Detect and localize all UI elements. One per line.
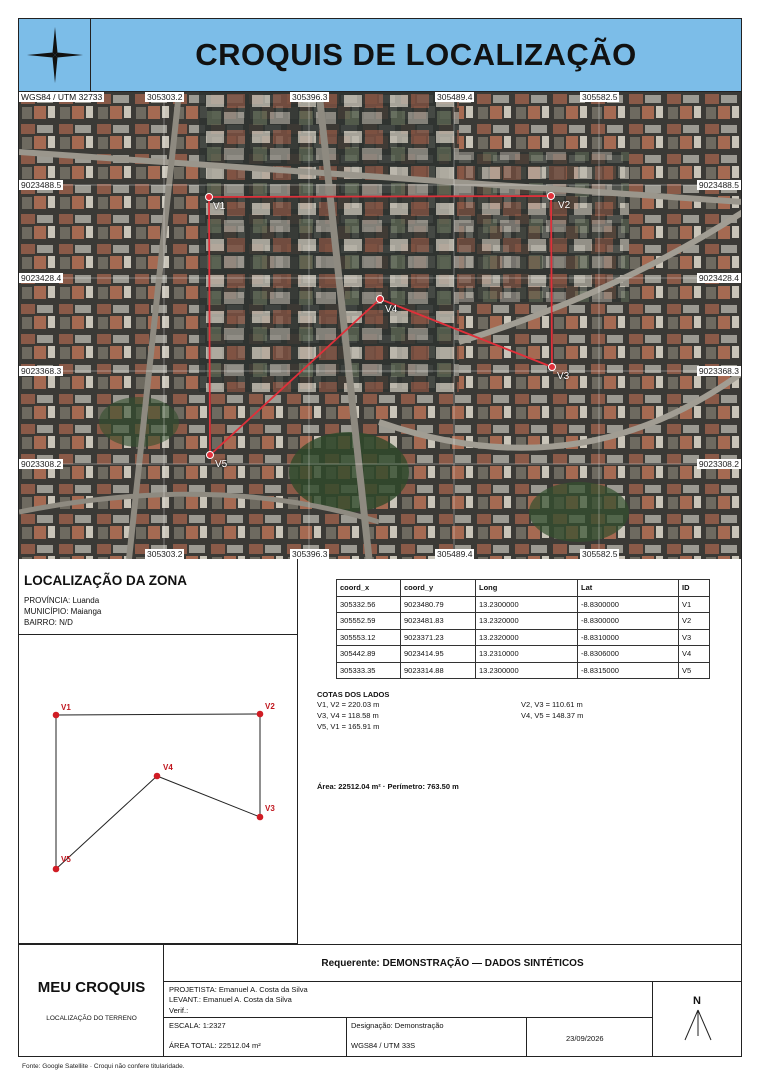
page-title: CROQUIS DE LOCALIZAÇÃO: [195, 37, 637, 72]
map-crs-label: WGS84 / UTM 32733: [21, 92, 103, 102]
cota-item: V1, V2 = 220.03 m: [317, 700, 380, 709]
coords-panel: [298, 559, 742, 944]
y-tick-right: 9023488.5: [698, 180, 739, 190]
cell: 305553.12: [337, 629, 401, 646]
satellite-map[interactable]: [18, 92, 742, 559]
date-text: 23/09/2026: [566, 1034, 604, 1043]
y-tick-right: 9023428.4: [698, 273, 739, 283]
x-tick-top: 305489.4: [437, 92, 473, 102]
zone-info: [24, 595, 101, 628]
col-header: Long: [476, 580, 578, 597]
cell: 305442.89: [337, 646, 401, 663]
map-label-v3: V3: [557, 371, 570, 382]
cell: -8.8300000: [578, 596, 679, 613]
projetista-text: PROJETISTA: Emanuel A. Costa da Silva: [169, 985, 308, 994]
x-tick-top: 305582.5: [582, 92, 618, 102]
brand-block: [19, 945, 164, 1056]
compass-star-icon: [19, 19, 91, 91]
cell: 9023414.95: [401, 646, 476, 663]
cell: 9023314.88: [401, 662, 476, 679]
bairro-text: BAIRRO: N/D: [24, 618, 73, 627]
sketch-label-v4: V4: [163, 763, 173, 772]
cell: 13.2320000: [476, 613, 578, 630]
sketch-label-v2: V2: [265, 702, 275, 711]
cell: 9023371.23: [401, 629, 476, 646]
cell: V4: [679, 646, 710, 663]
y-tick-left: 9023308.2: [21, 459, 62, 469]
x-tick-top: 305396.3: [292, 92, 328, 102]
cell: 13.2300000: [476, 662, 578, 679]
y-tick-right: 9023308.2: [698, 459, 739, 469]
zone-panel: [18, 559, 298, 944]
x-tick-top: 305303.2: [147, 92, 183, 102]
cota-item: V5, V1 = 165.91 m: [317, 722, 380, 731]
municipio-text: MUNICÍPIO: Maianga: [24, 607, 102, 616]
map-label-v2: V2: [558, 200, 571, 211]
source-note: Fonte: Google Satellite · Croqui não confere titularidade.: [22, 1063, 185, 1070]
north-arrow-icon: [681, 1008, 715, 1042]
map-label-v5: V5: [215, 459, 228, 470]
satellite-basemap: [19, 92, 742, 559]
map-vertex-v3: [549, 364, 556, 371]
cell: 13.2310000: [476, 646, 578, 663]
y-tick-left: 9023488.5: [21, 180, 62, 190]
zone-title: LOCALIZAÇÃO DA ZONA: [24, 573, 187, 588]
cell: 305552.59: [337, 613, 401, 630]
map-label-v1: V1: [213, 201, 226, 212]
cota-item: V2, V3 = 110.61 m: [521, 700, 583, 709]
cell: -8.8315000: [578, 662, 679, 679]
table-row: [337, 629, 710, 646]
cota-item: V3, V4 = 118.58 m: [317, 711, 379, 720]
header: [18, 18, 742, 92]
sketch-vertex-v2: [257, 711, 264, 718]
x-tick-bottom: 305489.4: [437, 549, 473, 559]
col-header: Lat: [578, 580, 679, 597]
requerente-text: Requerente: DEMONSTRAÇÃO — DADOS SINTÉTICOS: [164, 945, 741, 982]
map-vertex-v4: [377, 296, 384, 303]
sketch-vertex-v5: [53, 866, 60, 873]
sketch-vertex-v3: [257, 814, 264, 821]
coords-table: [336, 579, 710, 679]
escala-text: ESCALA: 1:2327: [169, 1021, 226, 1030]
col-header: coord_y: [401, 580, 476, 597]
footer-divider: [652, 982, 653, 1056]
footer-divider: [164, 1017, 652, 1018]
map-vertex-v2: [548, 193, 555, 200]
col-header: ID: [679, 580, 710, 597]
sketch-label-v3: V3: [265, 804, 275, 813]
compass-cell: [19, 19, 91, 91]
designacao-text: Designação: Demonstração: [351, 1021, 444, 1030]
area-perimetro: Área: 22512.04 m² · Perímetro: 763.50 m: [317, 782, 459, 791]
footer-divider: [526, 1017, 527, 1056]
x-tick-bottom: 305303.2: [147, 549, 183, 559]
cell: V2: [679, 613, 710, 630]
x-tick-bottom: 305582.5: [582, 549, 618, 559]
y-tick-left: 9023428.4: [21, 273, 62, 283]
map-label-v4: V4: [385, 304, 398, 315]
north-label: N: [693, 995, 701, 1007]
cell: -8.8310000: [578, 629, 679, 646]
verif-text: Verif.:: [169, 1006, 189, 1015]
table-row: [337, 613, 710, 630]
cell: 305333.35: [337, 662, 401, 679]
parcel-sketch: [19, 635, 297, 943]
title-block: [18, 944, 742, 1057]
x-tick-bottom: 305396.3: [292, 549, 328, 559]
sketch-vertex-v1: [53, 712, 60, 719]
footer-divider: [346, 1017, 347, 1056]
cell: -8.8306000: [578, 646, 679, 663]
cell: 9023480.79: [401, 596, 476, 613]
table-row: [337, 662, 710, 679]
y-tick-left: 9023368.3: [21, 366, 62, 376]
cotas-title: COTAS DOS LADOS: [317, 690, 390, 699]
cell: -8.8300000: [578, 613, 679, 630]
table-header-row: [337, 580, 710, 597]
cell: 9023481.83: [401, 613, 476, 630]
cell: V5: [679, 662, 710, 679]
area-total-text: ÁREA TOTAL: 22512.04 m²: [169, 1041, 261, 1050]
crs-text: WGS84 / UTM 33S: [351, 1041, 416, 1050]
table-row: [337, 596, 710, 613]
cell: 305332.56: [337, 596, 401, 613]
levant-text: LEVANT.: Emanuel A. Costa da Silva: [169, 995, 292, 1004]
table-row: [337, 646, 710, 663]
map-vertex-v1: [206, 194, 213, 201]
cell: V1: [679, 596, 710, 613]
brand-subtitle: LOCALIZAÇÃO DO TERRENO: [46, 1015, 137, 1022]
col-header: coord_x: [337, 580, 401, 597]
map-vertex-v5: [207, 452, 214, 459]
provincia-text: PROVÍNCIA: Luanda: [24, 596, 100, 605]
cell: 13.2300000: [476, 596, 578, 613]
sketch-label-v1: V1: [61, 703, 71, 712]
cell: 13.2320000: [476, 629, 578, 646]
cell: V3: [679, 629, 710, 646]
cota-item: V4, V5 = 148.37 m: [521, 711, 584, 720]
y-tick-right: 9023368.3: [698, 366, 739, 376]
brand-name: MEU CROQUIS: [37, 979, 146, 996]
sketch-vertex-v4: [154, 773, 161, 780]
sketch-label-v5: V5: [61, 855, 71, 864]
